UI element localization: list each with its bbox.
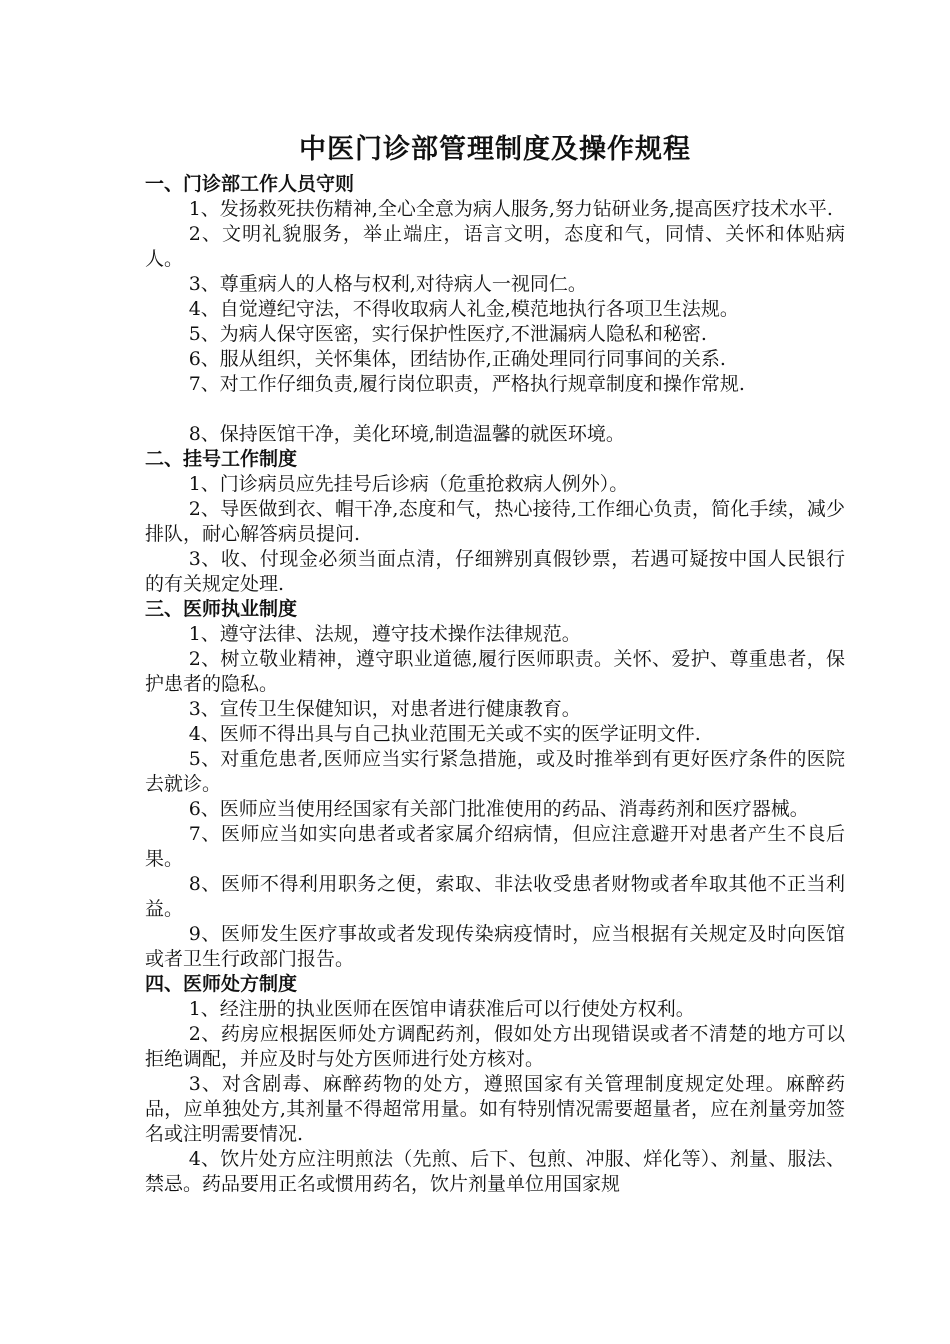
rule-item: 3、对含剧毒、麻醉药物的处方，遵照国家有关管理制度规定处理。麻醉药品，应单独处方,其剂量不得超常用量。如有特别情况需要超量者，应在剂量旁加签名或注明需要情况. — [145, 1073, 845, 1145]
rule-item: 2、文明礼貌服务，举止端庄，语言文明，态度和气，同情、关怀和体贴病人。 — [145, 223, 845, 270]
rule-item: 2、药房应根据医师处方调配药剂，假如处方出现错误或者不清楚的地方可以拒绝调配，并应及时与处方医师进行处方核对。 — [145, 1023, 845, 1070]
document-body — [145, 128, 845, 1197]
rule-item: 8、医师不得利用职务之便，索取、非法收受患者财物或者牟取其他不正当利益。 — [145, 873, 845, 920]
section-registration — [145, 447, 845, 597]
rule-item: 7、医师应当如实向患者或者家属介绍病情，但应注意避开对患者产生不良后果。 — [145, 823, 845, 870]
rule-item: 4、饮片处方应注明煎法（先煎、后下、包煎、冲服、烊化等）、剂量、服法、禁忌。药品要用正名或惯用药名，饮片剂量单位用国家规 — [145, 1148, 845, 1195]
rule-item: 1、遵守法律、法规，遵守技术操作法律规范。 — [188, 623, 581, 645]
rule-item: 2、导医做到衣、帽干净,态度和气，热心接待,工作细心负责，简化手续，减少排队，耐心解答病员提问. — [145, 498, 845, 545]
rule-item: 5、为病人保守医密，实行保护性医疗,不泄漏病人隐私和秘密. — [188, 323, 707, 345]
rule-item: 5、对重危患者,医师应当实行紧急措施，或及时推举到有更好医疗条件的医院去就诊。 — [145, 748, 845, 795]
rule-item: 8、保持医馆干净，美化环境,制造温馨的就医环境。 — [188, 423, 625, 445]
document-title: 中医门诊部管理制度及操作规程 — [299, 134, 691, 165]
rule-item: 1、经注册的执业医师在医馆申请获准后可以行使处方权利。 — [188, 998, 695, 1020]
rule-item: 7、对工作仔细负责,履行岗位职责，严格执行规章制度和操作常规. — [188, 373, 745, 395]
section-heading: 四、医师处方制度 — [145, 973, 298, 995]
rule-item: 6、服从组织，关怀集体，团结协作,正确处理同行同事间的关系. — [188, 348, 726, 370]
rule-item: 3、收、付现金必须当面点清，仔细辨别真假钞票，若遇可疑按中国人民银行的有关规定处理. — [145, 548, 845, 595]
rule-item: 4、自觉遵纪守法，不得收取病人礼金,模范地执行各项卫生法规。 — [188, 298, 739, 320]
section-heading: 三、医师执业制度 — [145, 598, 298, 620]
rule-item: 4、医师不得出具与自己执业范围无关或不实的医学证明文件. — [188, 723, 701, 745]
rule-item: 3、宣传卫生保健知识，对患者进行健康教育。 — [188, 698, 581, 720]
rule-item: 9、医师发生医疗事故或者发现传染病疫情时，应当根据有关规定及时向医馆或者卫生行政部门报告。 — [145, 923, 845, 970]
rule-item: 6、医师应当使用经国家有关部门批准使用的药品、消毒药剂和医疗器械。 — [188, 798, 809, 820]
section-heading: 一、门诊部工作人员守则 — [145, 173, 355, 195]
section-physician-practice — [145, 597, 845, 972]
rule-item: 2、树立敬业精神，遵守职业道德,履行医师职责。关怀、爱护、尊重患者，保护患者的隐私。 — [145, 648, 845, 695]
rule-item: 1、发扬救死扶伤精神,全心全意为病人服务,努力钻研业务,提高医疗技术水平. — [188, 198, 833, 220]
rule-item: 3、尊重病人的人格与权利,对待病人一视同仁。 — [188, 273, 587, 295]
section-staff-rules — [145, 172, 845, 447]
section-heading: 二、挂号工作制度 — [145, 448, 298, 470]
section-prescription — [145, 972, 845, 1197]
rule-item: 1、门诊病员应先挂号后诊病（危重抢救病人例外）。 — [188, 473, 629, 495]
